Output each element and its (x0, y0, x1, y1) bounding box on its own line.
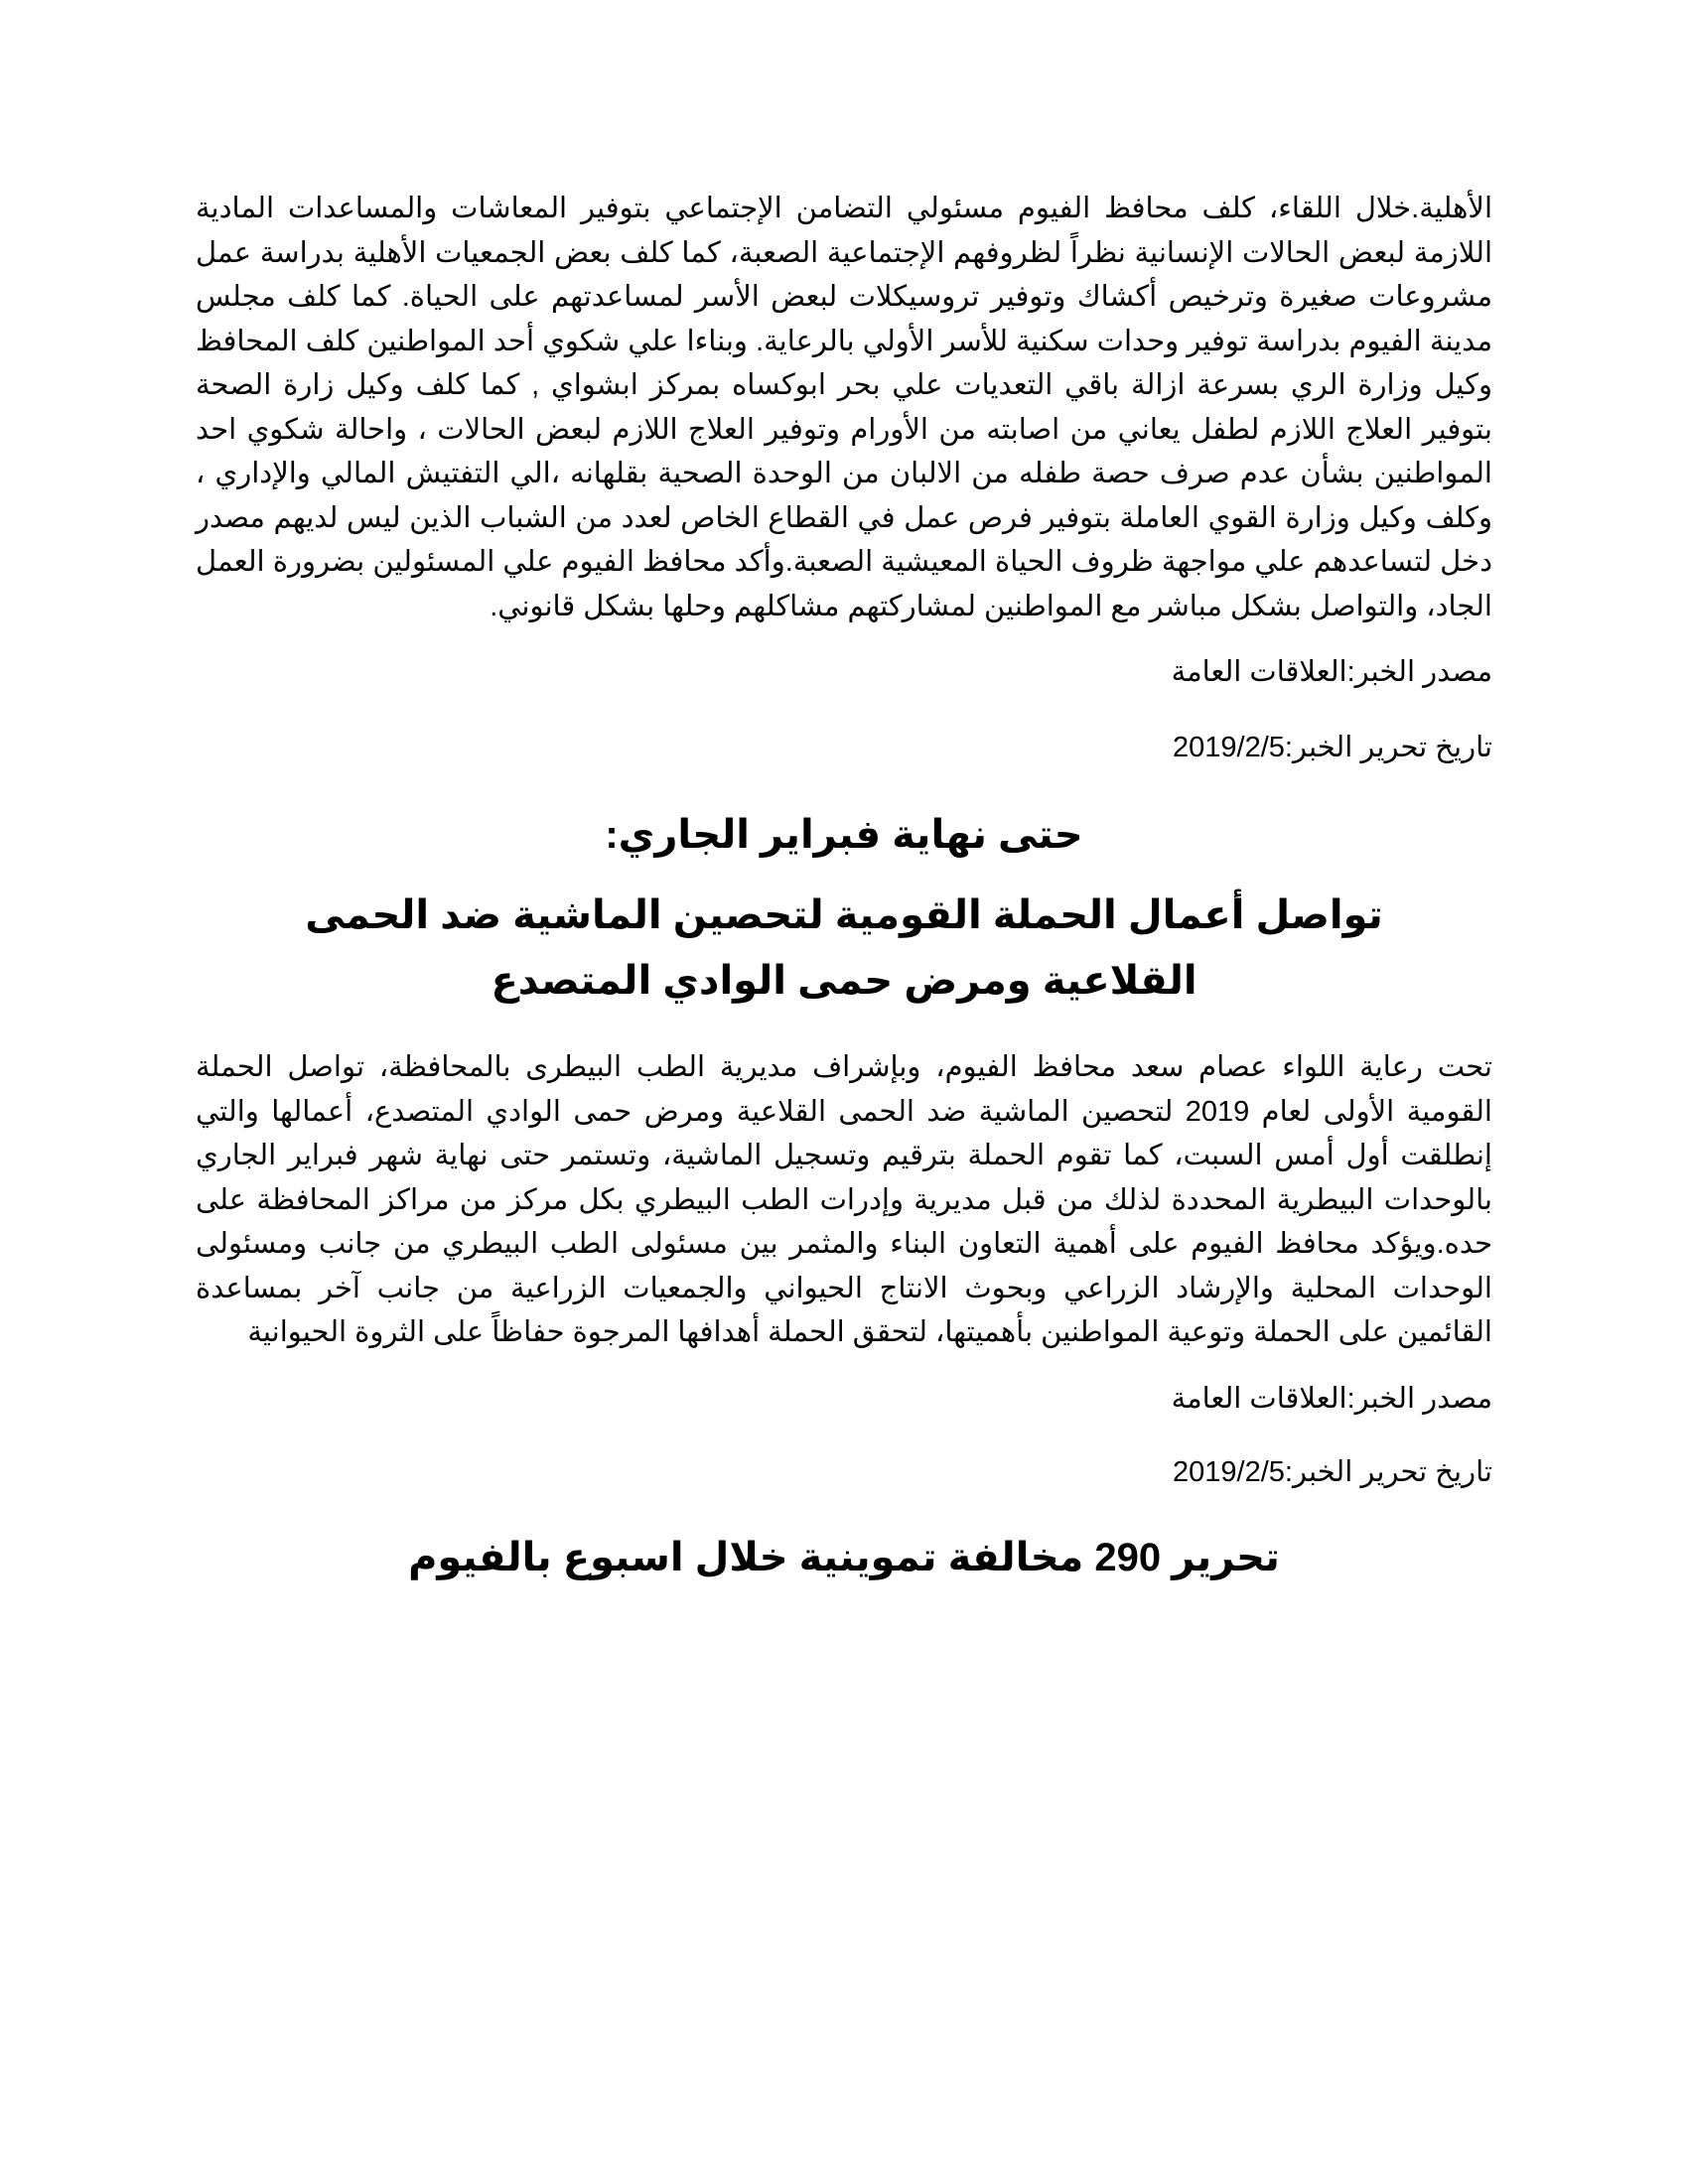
article2-subheading: حتى نهاية فبراير الجاري: (605, 813, 1083, 857)
article1-body: الأهلية.خلال اللقاء، كلف محافظ الفيوم مسئولي التضامن الإجتماعي بتوفير المعاشات والمساعدات المادية اللازمة لبعض الحالات الإنسانية نظراً لظروفهم الإجتماعية الصعبة، كما كلف بعض الجمعيات الأهلية بدراسة عمل مشروعات صغيرة وترخيص أكشاك وتوفير تروسيكلات لبعض الأسر لمساعدتهم على الحياة. كما كلف مجلس مدينة الفيوم بدراسة توفير وحدات سكنية للأسر الأولي بالرعاية. وبناءا علي شكوي أحد المواطنين كلف المحافظ وكيل وزارة الري بسرعة ازالة باقي التعديات علي بحر ابوكساه بمركز ابشواي , كما كلف وكيل زارة الصحة بتوفير العلاج اللازم لطفل يعاني من اصابته من الأورام وتوفير العلاج اللازم لبعض الحالات ، واحالة شكوي احد المواطنين بشأن عدم صرف حصة طفله من الالبان من الوحدة الصحية بقلهانه ،الي التفتيش المالي والإداري ، وكلف وكيل وزارة القوي العاملة بتوفير فرص عمل في القطاع الخاص لعدد من الشباب الذين ليس لديهم مصدر دخل لتساعدهم علي مواجهة ظروف الحياة المعيشية الصعبة.وأكد محافظ الفيوم علي المسئولين بضرورة العمل الجاد، والتواصل بشكل مباشر مع المواطنين لمشاركتهم مشاكلهم وحلها بشكل قانوني. (196, 193, 1492, 622)
article2-source: مصدر الخبر:العلاقات العامة (1171, 1382, 1492, 1415)
document-content (196, 187, 1492, 1585)
article2-date: تاريخ تحرير الخبر:2019/2/5 (1173, 1455, 1492, 1488)
article3-heading: تحرير 290 مخالفة تموينية خلال اسبوع بالفيوم (408, 1535, 1280, 1579)
article2-heading: تواصل أعمال الحملة القومية لتحصين الماشية ضد الحمى القلاعية ومرض حمى الوادي المتصدع (305, 893, 1383, 1003)
article2-body: تحت رعاية اللواء عصام سعد محافظ الفيوم، وبإشراف مديرية الطب البيطرى بالمحافظة، تواصل الحملة القومية الأولى لعام 2019 لتحصين الماشية ضد الحمى القلاعية ومرض حمى الوادي المتصدع، أعمالها والتي إنطلقت أول أمس السبت، كما تقوم الحملة بترقيم وتسجيل الماشية، وتستمر حتى نهاية شهر فبراير الجاري بالوحدات البيطرية المحددة لذلك من قبل مديرية وإدرات الطب البيطري بكل مركز من مراكز المحافظة على حده.ويؤكد محافظ الفيوم على أهمية التعاون البناء والمثمر بين مسئولى الطب البيطري من جانب ومسئولى الوحدات المحلية والإرشاد الزراعي وبحوث الانتاج الحيواني والجمعيات الزراعية من جانب آخر بمساعدة القائمين على الحملة وتوعية المواطنين بأهميتها، لتحقق الحملة أهدافها المرجوة حفاظاً على الثروة الحيوانية (196, 1051, 1492, 1348)
article1-source: مصدر الخبر:العلاقات العامة (1171, 656, 1492, 688)
article1-date: تاريخ تحرير الخبر:2019/2/5 (1173, 732, 1492, 763)
